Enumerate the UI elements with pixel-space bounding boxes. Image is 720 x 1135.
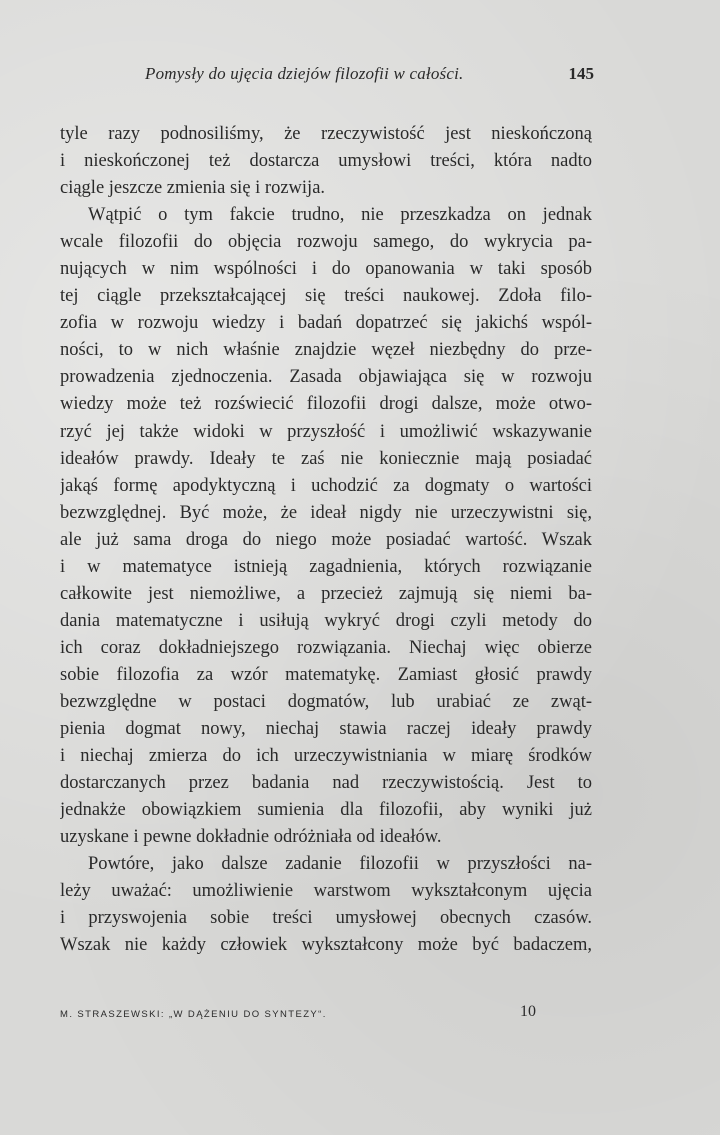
text-line: rzyć jej także widoki w przyszłość i umożliwić wskazywanie	[60, 421, 592, 442]
text-line: ideałów prawdy. Ideały te zaś nie koniecznie mają posiadać	[60, 448, 592, 469]
paragraph-start-line: Wątpić o tym fakcie trudno, nie przeszkadza on jednak	[88, 205, 592, 226]
text-line: całkowite jest niemożliwe, a przecież zajmują się niemi ba-	[60, 583, 592, 604]
running-title: Pomysły do ujęcia dziejów filozofii w całości.	[145, 64, 464, 83]
text-line: bezwzględnej. Być może, że ideał nigdy nie urzeczywistni się,	[60, 502, 592, 523]
text-line: Wszak nie każdy człowiek wykształcony może być badaczem,	[60, 935, 592, 956]
paragraph-start-line: Powtóre, jako dalsze zadanie filozofii w przyszłości na-	[88, 854, 592, 875]
text-line: ich coraz dokładniejszego rozwiązania. Niechaj więc obierze	[60, 637, 592, 658]
text-line: wiedzy może też rozświecić filozofii drogi dalsze, może otwo-	[60, 394, 592, 415]
text-line: i w matematyce istnieją zagadnienia, których rozwiązanie	[60, 556, 592, 577]
text-line: tyle razy podnosiliśmy, że rzeczywistość jest nieskończoną	[60, 124, 592, 144]
text-line: dostarczanych przez badania nad rzeczywistością. Jest to	[60, 773, 592, 794]
page-number: 145	[568, 64, 594, 83]
page-footer	[60, 1003, 600, 1027]
text-line: ności, to w nich właśnie znajdzie węzeł niezbędny do prze-	[60, 340, 592, 361]
sheet-number: 10	[520, 1003, 536, 1020]
text-line: bezwzględne w postaci dogmatów, lub urabiać ze zwąt-	[60, 691, 592, 712]
text-line: sobie filozofia za wzór matematykę. Zamiast głosić prawdy	[60, 664, 592, 685]
text-line: jakąś formę apodyktyczną i uchodzić za dogmaty o wartości	[60, 475, 592, 496]
text-line: i nieskończonej też dostarcza umysłowi treści, która nadto	[60, 151, 592, 172]
text-line: uzyskane i pewne dokładnie odróżniała od ideałów.	[60, 827, 442, 848]
text-line: prowadzenia zjednoczenia. Zasada objawiająca się w rozwoju	[60, 367, 592, 388]
page-header	[60, 64, 600, 92]
text-line: dania matematyczne i usiłują wykryć drogi czyli metody do	[60, 610, 592, 631]
text-line: ciągle jeszcze zmienia się i rozwija.	[60, 178, 326, 199]
body-text	[60, 121, 592, 959]
text-line: wcale filozofii do objęcia rozwoju samego, do wykrycia pa-	[60, 232, 592, 253]
text-line: nujących w nim wspólności i do opanowania w taki sposób	[60, 259, 592, 280]
text-line: jednakże obowiązkiem sumienia dla filozofii, aby wyniki już	[60, 800, 592, 821]
text-line: tej ciągle przekształcającej się treści naukowej. Zdoła filo-	[60, 286, 592, 307]
text-line: zofia w rozwoju wiedzy i badań dopatrzeć się jakichś wspól-	[60, 313, 592, 334]
text-line: leży uważać: umożliwienie warstwom wykształconym ujęcia	[60, 881, 592, 902]
text-line: ale już sama droga do niego może posiadać wartość. Wszak	[60, 529, 592, 550]
text-line: pienia dogmat nowy, niechaj stawia raczej ideały prawdy	[60, 719, 592, 740]
text-line: i niechaj zmierza do ich urzeczywistniania w miarę środków	[60, 746, 592, 767]
text-line: i przyswojenia sobie treści umysłowej obecnych czasów.	[60, 908, 592, 929]
signature-mark: M. STRASZEWSKI: „W DĄŻENIU DO SYNTEZY“.	[60, 1009, 327, 1020]
